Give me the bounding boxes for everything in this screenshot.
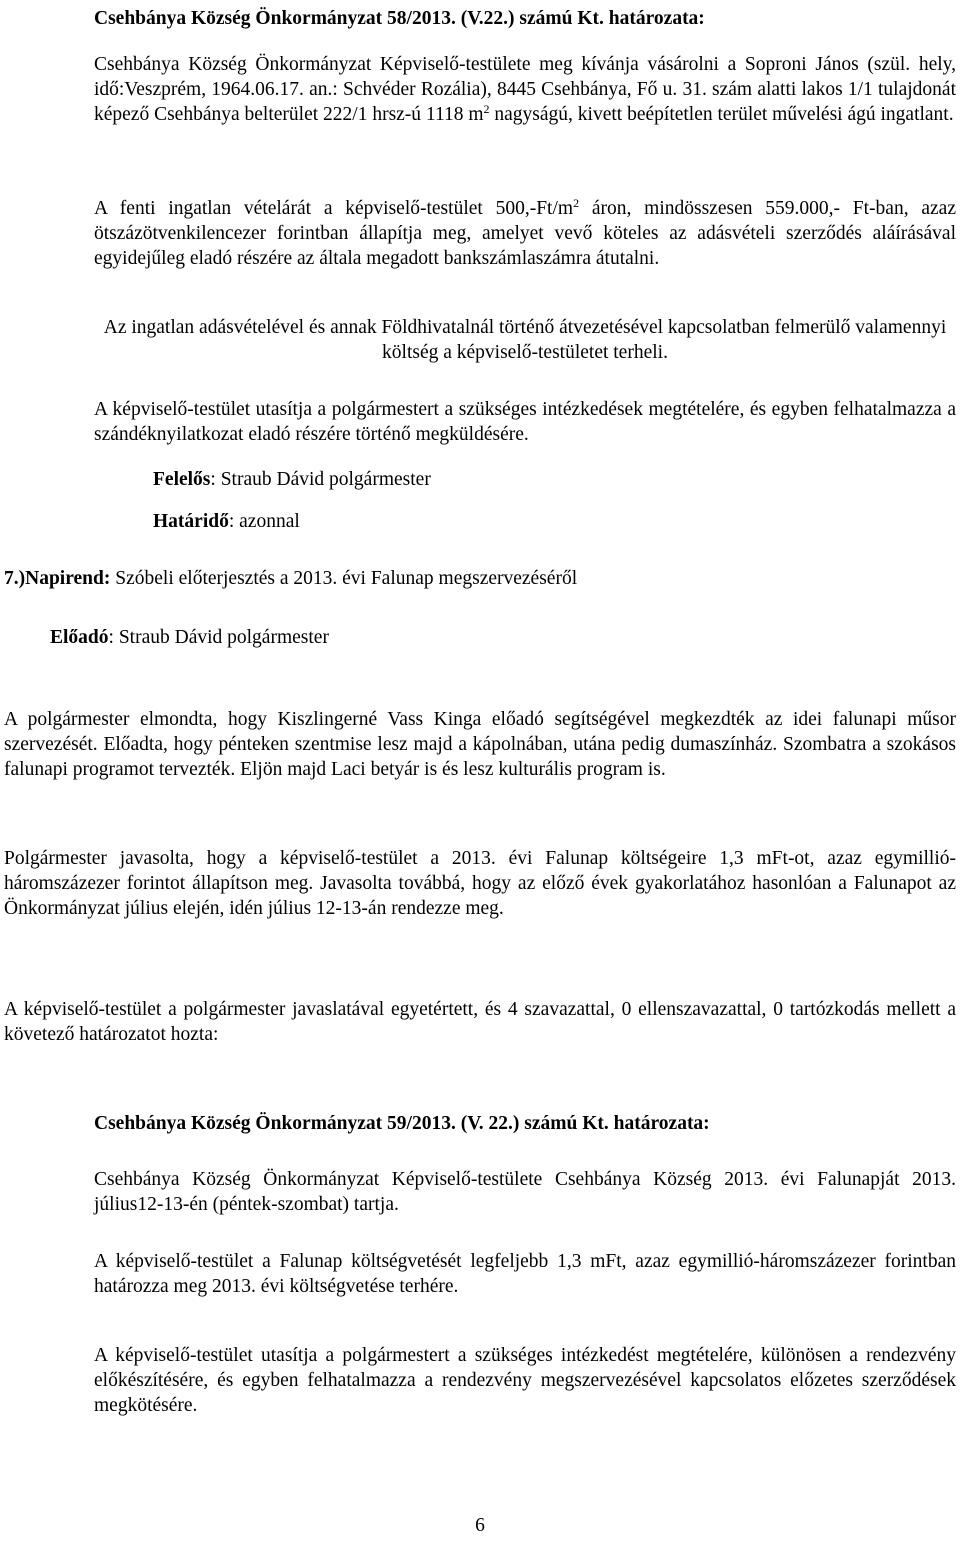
page-number: 6 [475, 1515, 485, 1536]
resolution-59-paragraph-2: A képviselő-testület a Falunap költségvetését legfeljebb 1,3 mFt, azaz egymillió-háromszázezer forintban határozza meg 2013. évi költségvetése terhére. [94, 1251, 956, 1297]
resolution-58-paragraph-3: Az ingatlan adásvételével és annak Földhivatalnál történő átvezetésével kapcsolatban felmerülő valamennyi költség a képviselő-testületet terheli. [103, 317, 947, 363]
resolution-59-paragraph-3: A képviselő-testület utasítja a polgármestert a szükséges intézkedést megtételére, különösen a rendezvény előkészítésére, és egyben felhatalmazza a rendezvény megszervezésével kapcsolatos előzetes szerződések megkötésére. [94, 1345, 956, 1416]
resolution-58-responsible: Felelős: Straub Dávid polgármester [153, 469, 431, 490]
agenda-item-7-paragraph-2: Polgármester javasolta, hogy a képviselő-testület a 2013. évi Falunap költségeire 1,3 mFt-ot, azaz egymillió-háromszázezer forintot állapítson meg. Javasolta továbbá, hogy az előző évek gyakorlatához hasonlóan a Falunapot az Önkormányzat július elején, idén július 12-13-án rendezze meg. [4, 848, 956, 919]
agenda-item-7-presenter: Előadó: Straub Dávid polgármester [50, 627, 329, 648]
agenda-item-7-paragraph-1: A polgármester elmondta, hogy Kiszlingerné Vass Kinga előadó segítségével megkezdték az idei falunapi műsor szervezését. Előadta, hogy pénteken szentmise lesz majd a kápolnában, utána pedig dumaszínház. Szombatra a szokásos falunapi programot tervezték. Eljön majd Laci betyár is és lesz kulturális program is. [4, 709, 956, 780]
agenda-item-7-paragraph-3: A képviselő-testület a polgármester javaslatával egyetértett, és 4 szavazattal, 0 ellenszavazattal, 0 tartózkodás mellett a követező határozatot hozta: [4, 999, 956, 1045]
resolution-58-paragraph-1: Csehbánya Község Önkormányzat Képviselő-testülete meg kívánja vásárolni a Soproni János (szül. hely, idő:Veszprém, 1964.06.17. an.: Schvéder Rozália), 8445 Csehbánya, Fő u. 31. szám alatti lakos 1/1 tulajdonát képező Csehbánya belterület 222/1 hrsz-ú 1118 $m^2$ nagyságú, kivett beépítetlen terület művelési ágú ingatlant. [94, 54, 956, 125]
agenda-item-7-heading: 7.)Napirend: Szóbeli előterjesztés a 2013. évi Falunap megszervezéséről [4, 568, 578, 589]
resolution-58-paragraph-2: A fenti ingatlan vételárát a képviselő-testület $500,-Ft/m^2$ áron, mindösszesen 559.000,- Ft-ban, azaz ötszázötvenkilencezer forintban állapítja meg, amelyet vevő köteles az adásvételi szerződés aláírásával egyidejűleg eladó részére az általa megadott bankszámlaszámra átutalni. [94, 196, 956, 269]
resolution-59-paragraph-1: Csehbánya Község Önkormányzat Képviselő-testülete Csehbánya Község 2013. évi Falunapját 2013. július12-13-én (péntek-szombat) tartja. [94, 1169, 956, 1215]
resolution-58-paragraph-4: A képviselő-testület utasítja a polgármestert a szükséges intézkedések megtételére, és egyben felhatalmazza a szándéknyilatkozat eladó részére történő megküldésére. [94, 399, 956, 445]
resolution-58-title: Csehbánya Község Önkormányzat 58/2013. (V.22.) számú Kt. határozata: [94, 8, 705, 29]
resolution-59-title: Csehbánya Község Önkormányzat 59/2013. (V. 22.) számú Kt. határozata: [94, 1113, 710, 1134]
resolution-58-deadline: Határidő: azonnal [153, 511, 300, 532]
